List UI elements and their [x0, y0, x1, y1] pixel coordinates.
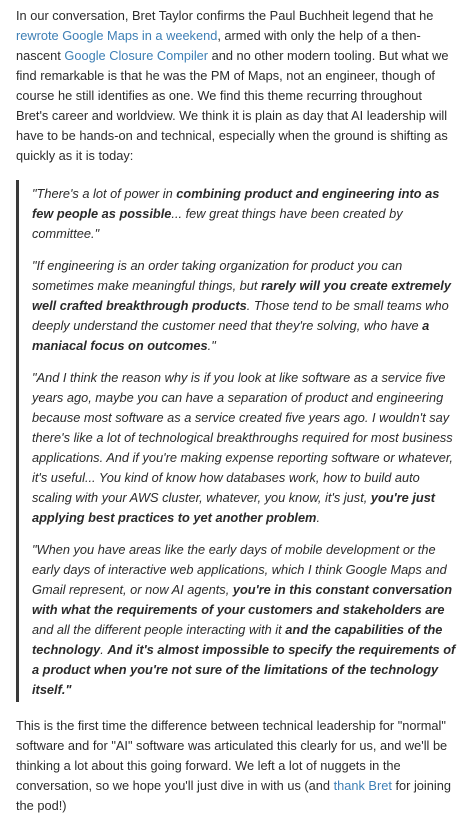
quote-3-text-a: "And I think the reason why is if you look at like software as a service five years ago, maybe you can have a separation of product and engineering because most software as a service created five years ago. I wouldn't say there's like a lot of technological breakthroughs required for most business applications. And if you're making expense reporting software or whatever, it's useful... You kind of know how databases work, how to build auto scaling with your AWS cluster, whatever, you know, it's just,: [32, 370, 453, 505]
quote-1-text-c: ... few great things have been created by committee.": [32, 206, 403, 241]
quote-3-text-c: .: [316, 510, 320, 525]
blockquote: [16, 180, 456, 702]
thank-bret-link[interactable]: thank Bret: [333, 778, 392, 793]
intro-text-1: In our conversation, Bret Taylor confirms the Paul Buchheit legend that he: [16, 8, 434, 23]
intro-text-3: and no other modern tooling. But what we find remarkable is that he was the PM of Maps, not an engineer, though of course he still identifies as one. We find this theme recurring throughout Bret's career and worldview. We think it is plain as day that AI leadership will have to be hands-on and technical, especially when the ground is shifting as quickly as it is today:: [16, 48, 449, 163]
quote-4-bold-1: you're in this constant conversation with what the requirements of your customers and stakeholders are: [32, 582, 453, 617]
intro-text-2: , armed with only the help of a then-nascent: [16, 28, 421, 63]
quote-2-text-d: .": [207, 338, 216, 353]
quote-2-bold-1: rarely will you create extremely well crafted breakthrough products: [32, 278, 451, 313]
intro-paragraph: [16, 6, 456, 166]
quote-2-text-a: "If engineering is an order taking organization for product you can sometimes make meaningful things, but: [32, 258, 403, 293]
quote-1-text-a: "There's a lot of power in: [32, 186, 177, 201]
quote-4-text-a: "When you have areas like the early days of mobile development or the early days of interactive web applications, which I think Google Maps and Gmail represent, or now AI agents,: [32, 542, 447, 597]
quote-2-text-c: . Those tend to be small teams who deeply understand the customer need that they're solving, who have: [32, 298, 449, 333]
quote-4-bold-3: And it's almost impossible to specify the requirements of a product when you're not sure of the limitations of the technology itself.": [32, 642, 456, 697]
outro-paragraph: [16, 716, 456, 816]
google-closure-compiler-link[interactable]: Google Closure Compiler: [64, 48, 209, 63]
quote-3: [32, 368, 456, 528]
quote-1-bold-1: combining product and engineering into as few people as possible: [32, 186, 440, 221]
outro-text-1: This is the first time the difference between technical leadership for "normal" software and for "AI" software was articulated this clearly for us, and we'll be thinking a lot about this going forward. We left a lot of nuggets in the conversation, so we hope you'll just dive in with us (and: [16, 718, 448, 793]
quote-2-bold-2: a maniacal focus on outcomes: [32, 318, 430, 353]
quote-4-text-c: and all the different people interacting with it: [32, 622, 286, 637]
quote-4: [32, 540, 456, 700]
rewrote-google-maps-link[interactable]: rewrote Google Maps in a weekend: [16, 28, 218, 43]
article-body: [16, 6, 456, 816]
outro-text-2: for joining the pod!): [16, 778, 451, 813]
quote-4-text-d: .: [100, 642, 108, 657]
quote-2: [32, 256, 456, 356]
quote-1: [32, 184, 456, 244]
quote-3-bold-1: you're just applying best practices to yet another problem: [32, 490, 436, 525]
quote-4-bold-2: and the capabilities of the technology: [32, 622, 443, 657]
